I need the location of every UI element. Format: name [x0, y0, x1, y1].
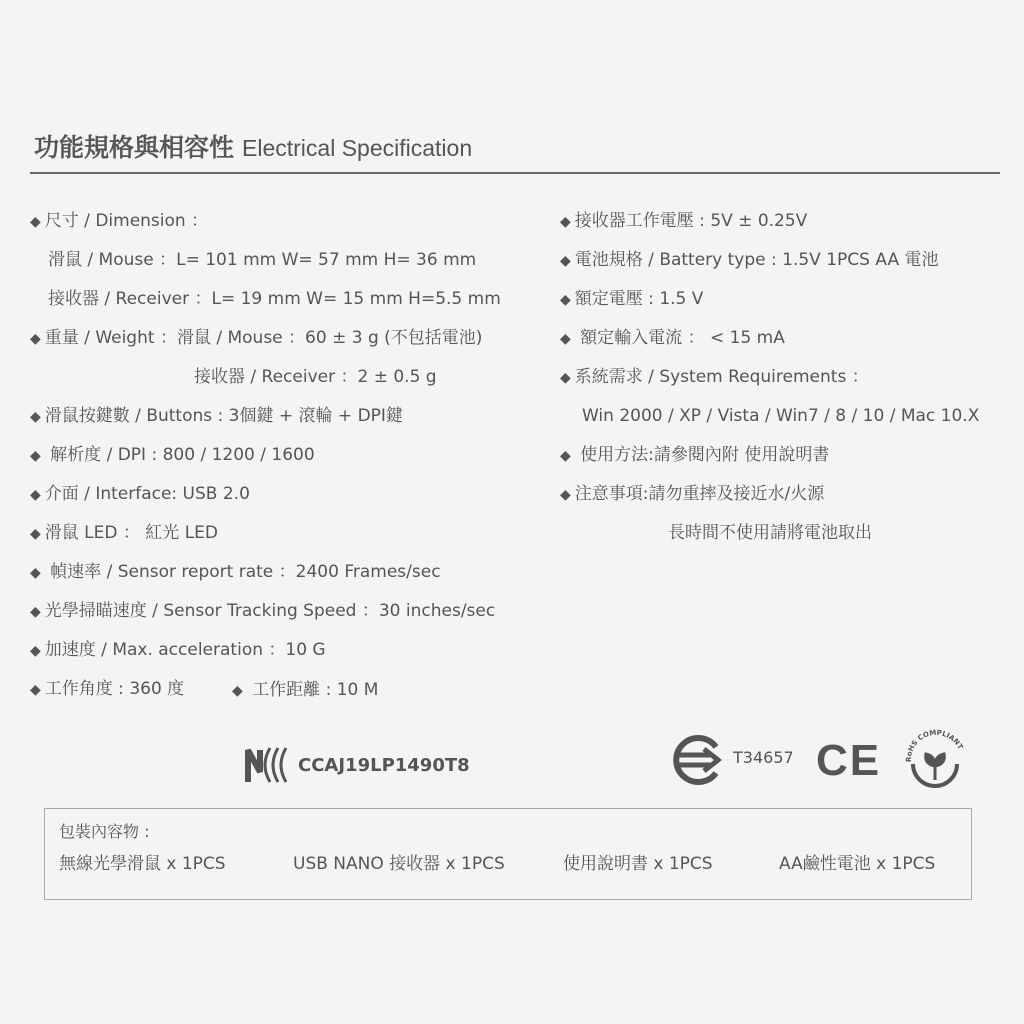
- spec-text: 注意事項:請勿重摔及接近水/火源: [574, 484, 825, 504]
- spec-row: [560, 327, 785, 350]
- diamond-bullet-icon: ◆: [30, 214, 41, 230]
- diamond-bullet-icon: ◆: [30, 565, 41, 581]
- package-item: USB NANO 接收器 x 1PCS: [293, 854, 505, 874]
- bsmi-code: T34657: [733, 748, 794, 767]
- diamond-bullet-icon: ◆: [560, 253, 571, 269]
- spec-row: [30, 561, 441, 584]
- diamond-bullet-icon: ◆: [232, 683, 243, 699]
- package-item: 使用說明書 x 1PCS: [563, 854, 713, 874]
- spec-text: 工作角度 : 360 度: [44, 679, 185, 699]
- divider: [30, 172, 1000, 174]
- spec-row: [30, 405, 403, 428]
- spec-row: [30, 678, 184, 701]
- spec-text: 使用方法:請參閱內附 使用說明書: [574, 445, 830, 465]
- spec-text: 工作距離 : 10 M: [252, 680, 379, 700]
- spec-text: 解析度 / DPI : 800 / 1200 / 1600: [44, 445, 315, 465]
- package-contents-box: [44, 808, 972, 900]
- diamond-bullet-icon: ◆: [30, 643, 41, 659]
- package-label: 包裝內容物 :: [59, 822, 150, 841]
- spec-text: 尺寸 / Dimension ：: [44, 211, 209, 231]
- title-en: Electrical Specification: [242, 135, 473, 161]
- spec-text: 重量 / Weight ：滑鼠 / Mouse ：60 ± 3 g (不包括電池): [44, 328, 483, 348]
- spec-row: [30, 639, 326, 662]
- spec-text: 電池規格 / Battery type : 1.5V 1PCS AA 電池: [574, 250, 939, 270]
- spec-text: 光學掃瞄速度 / Sensor Tracking Speed ：30 inches/sec: [44, 601, 496, 621]
- rohs-text: [905, 729, 965, 762]
- bsmi-logo: [670, 735, 726, 789]
- rohs-logo: [903, 728, 967, 794]
- spec-text: Win 2000 / XP / Vista / Win7 / 8 / 10 / Mac 10.X: [582, 406, 980, 426]
- spec-text: 加速度 / Max. acceleration ：10 G: [44, 640, 326, 660]
- spec-row: [560, 249, 939, 272]
- diamond-bullet-icon: ◆: [30, 526, 41, 542]
- spec-row: [194, 366, 437, 388]
- spec-text: 額定電壓 : 1.5 V: [574, 289, 704, 309]
- diamond-bullet-icon: ◆: [30, 409, 41, 425]
- spec-row: [48, 249, 476, 271]
- ncc-code: CCAJ19LP1490T8: [298, 755, 470, 776]
- diamond-bullet-icon: ◆: [30, 448, 41, 464]
- diamond-bullet-icon: ◆: [30, 604, 41, 620]
- diamond-bullet-icon: ◆: [30, 682, 41, 698]
- spec-row: [30, 210, 208, 233]
- spec-text: 長時間不使用請將電池取出: [668, 523, 872, 543]
- rohs-icon: [903, 728, 967, 790]
- spec-text: 滑鼠按鍵數 / Buttons : 3個鍵 + 滾輪 + DPI鍵: [44, 406, 403, 426]
- bsmi-icon: [670, 735, 726, 785]
- spec-row-distance: [232, 679, 378, 702]
- spec-row: [30, 600, 495, 623]
- spec-text: 接收器 / Receiver ：2 ± 0.5 g: [194, 367, 437, 387]
- diamond-bullet-icon: ◆: [560, 292, 571, 308]
- ncc-icon: [244, 742, 294, 788]
- spec-text: 額定輸入電流 ： < 15 mA: [574, 328, 785, 348]
- diamond-bullet-icon: ◆: [30, 331, 41, 347]
- diamond-bullet-icon: ◆: [560, 214, 571, 230]
- page-title: [34, 128, 472, 164]
- title-zh: 功能規格與相容性: [34, 133, 235, 162]
- spec-row: [48, 288, 501, 310]
- spec-row: [560, 366, 869, 389]
- spec-text: 滑鼠 LED ： 紅光 LED: [44, 523, 219, 543]
- rohs-label: RoHS COMPLIANT: [904, 728, 965, 763]
- spec-row: [30, 483, 250, 506]
- diamond-bullet-icon: ◆: [30, 487, 41, 503]
- spec-row: [30, 522, 218, 545]
- spec-row: [560, 288, 703, 311]
- spec-text: 接收器工作電壓 : 5V ± 0.25V: [574, 211, 808, 231]
- spec-row: [30, 327, 482, 350]
- spec-text: 系統需求 / System Requirements ：: [574, 367, 869, 387]
- spec-text: 介面 / Interface: USB 2.0: [44, 484, 250, 504]
- spec-row: [560, 210, 807, 233]
- spec-row: [668, 522, 872, 544]
- spec-row: [582, 405, 979, 427]
- spec-row: [30, 444, 315, 467]
- spec-row: [560, 483, 824, 506]
- ncc-logo: [244, 742, 294, 792]
- spec-row: [560, 444, 829, 467]
- spec-text: 幀速率 / Sensor report rate ：2400 Frames/sec: [44, 562, 441, 582]
- ce-mark: CE: [816, 736, 882, 785]
- package-item: AA鹼性電池 x 1PCS: [779, 854, 936, 874]
- package-item: 無線光學滑鼠 x 1PCS: [59, 854, 226, 874]
- diamond-bullet-icon: ◆: [560, 331, 571, 347]
- diamond-bullet-icon: ◆: [560, 448, 571, 464]
- spec-text: 接收器 / Receiver ：L= 19 mm W= 15 mm H=5.5 mm: [48, 289, 501, 309]
- spec-text: 滑鼠 / Mouse ：L= 101 mm W= 57 mm H= 36 mm: [48, 250, 477, 270]
- diamond-bullet-icon: ◆: [560, 487, 571, 503]
- diamond-bullet-icon: ◆: [560, 370, 571, 386]
